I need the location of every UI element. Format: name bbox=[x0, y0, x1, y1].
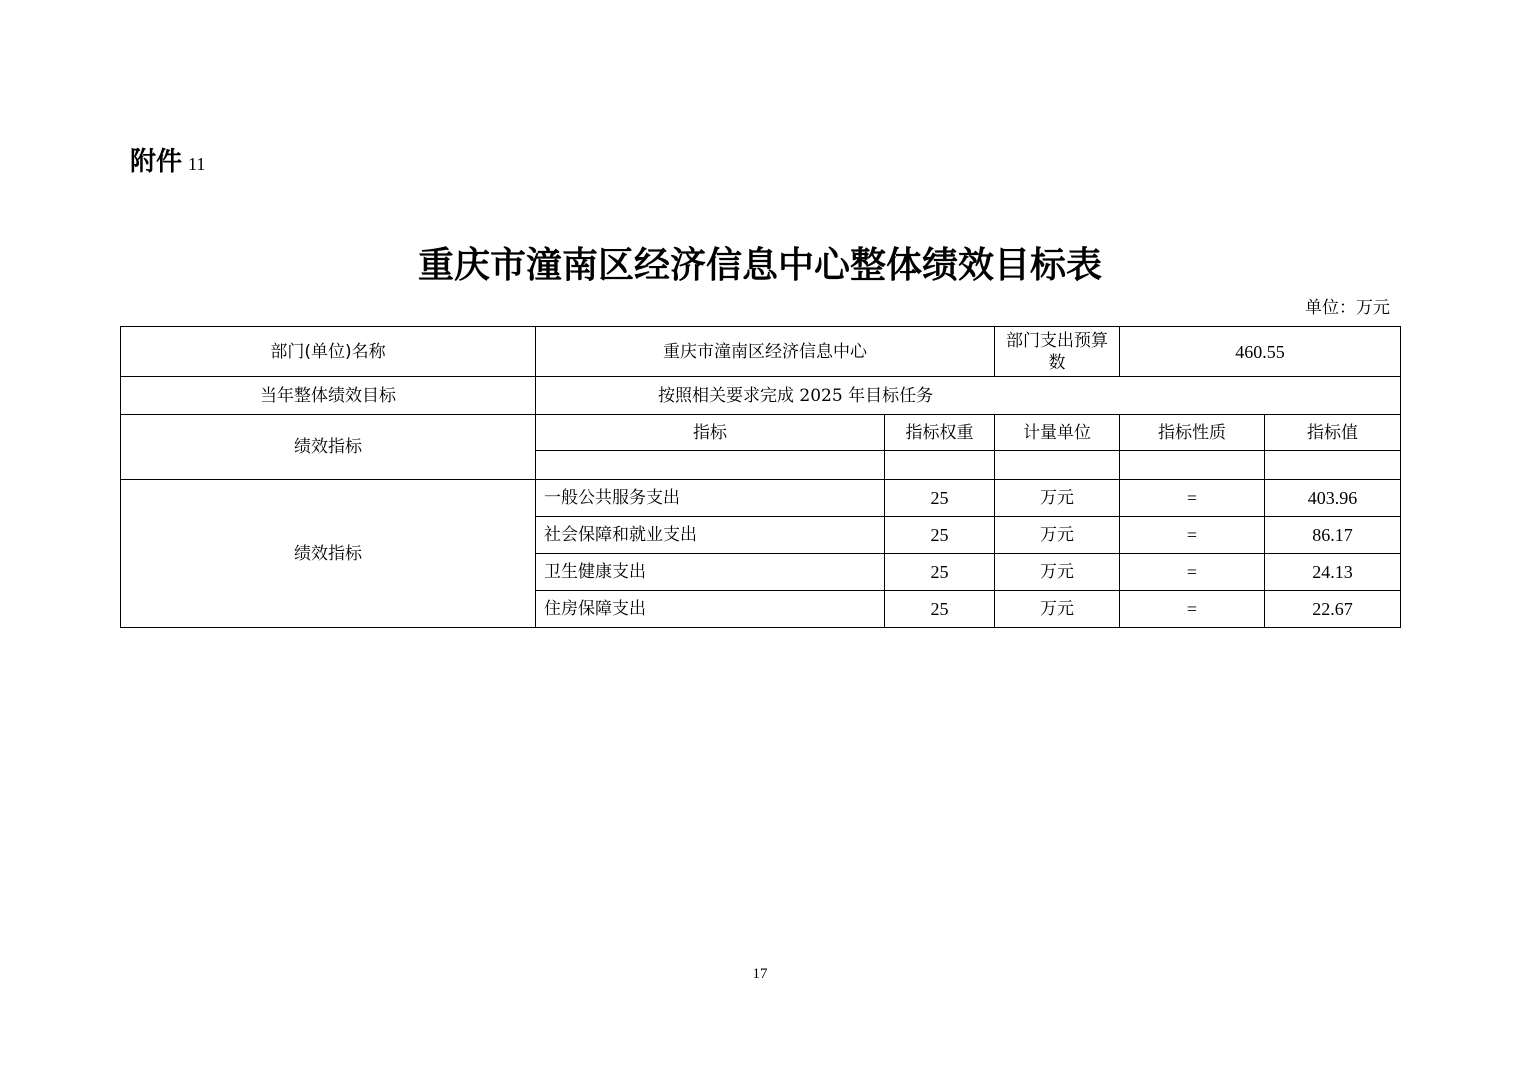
indicator-section-label: 绩效指标 bbox=[121, 415, 536, 480]
page-number: 17 bbox=[752, 966, 768, 982]
row-value: 403.96 bbox=[1265, 480, 1401, 517]
table-row bbox=[121, 480, 1401, 517]
header-unit: 计量单位 bbox=[995, 415, 1120, 451]
goal-row bbox=[121, 377, 1401, 415]
row-weight: 25 bbox=[885, 554, 995, 591]
row-indicator: 住房保障支出 bbox=[536, 591, 885, 628]
row-nature: = bbox=[1120, 591, 1265, 628]
header-value: 指标值 bbox=[1265, 415, 1401, 451]
budget-value: 460.55 bbox=[1120, 327, 1401, 377]
row-value: 22.67 bbox=[1265, 591, 1401, 628]
header-weight: 指标权重 bbox=[885, 415, 995, 451]
row-nature: = bbox=[1120, 480, 1265, 517]
empty-cell bbox=[536, 451, 885, 480]
row-value: 86.17 bbox=[1265, 517, 1401, 554]
attachment-label: 附件 bbox=[130, 147, 183, 177]
budget-label: 部门支出预算数 bbox=[995, 327, 1120, 377]
attachment-heading bbox=[130, 144, 205, 182]
dept-label: 部门(单位)名称 bbox=[121, 327, 536, 377]
row-indicator: 社会保障和就业支出 bbox=[536, 517, 885, 554]
empty-cell bbox=[885, 451, 995, 480]
empty-cell bbox=[1265, 451, 1401, 480]
indicator-header-row bbox=[121, 415, 1401, 451]
performance-target-table bbox=[120, 326, 1401, 628]
goal-text: 按照相关要求完成 2025 年目标任务 bbox=[536, 377, 1401, 415]
header-indicator: 指标 bbox=[536, 415, 885, 451]
row-unit: 万元 bbox=[995, 517, 1120, 554]
attachment-number: 11 bbox=[188, 154, 206, 174]
row-nature: = bbox=[1120, 554, 1265, 591]
row-weight: 25 bbox=[885, 517, 995, 554]
row-unit: 万元 bbox=[995, 554, 1120, 591]
row-weight: 25 bbox=[885, 591, 995, 628]
row-nature: = bbox=[1120, 517, 1265, 554]
row-value: 24.13 bbox=[1265, 554, 1401, 591]
row-indicator: 一般公共服务支出 bbox=[536, 480, 885, 517]
row-unit: 万元 bbox=[995, 480, 1120, 517]
dept-row bbox=[121, 327, 1401, 377]
unit-note: 单位：万元 bbox=[1305, 298, 1390, 318]
rows-group-label: 绩效指标 bbox=[121, 480, 536, 628]
dept-name: 重庆市潼南区经济信息中心 bbox=[536, 327, 995, 377]
document-title: 重庆市潼南区经济信息中心整体绩效目标表 bbox=[417, 244, 1102, 286]
goal-label: 当年整体绩效目标 bbox=[121, 377, 536, 415]
row-indicator: 卫生健康支出 bbox=[536, 554, 885, 591]
empty-cell bbox=[1120, 451, 1265, 480]
header-nature: 指标性质 bbox=[1120, 415, 1265, 451]
empty-cell bbox=[995, 451, 1120, 480]
row-weight: 25 bbox=[885, 480, 995, 517]
row-unit: 万元 bbox=[995, 591, 1120, 628]
